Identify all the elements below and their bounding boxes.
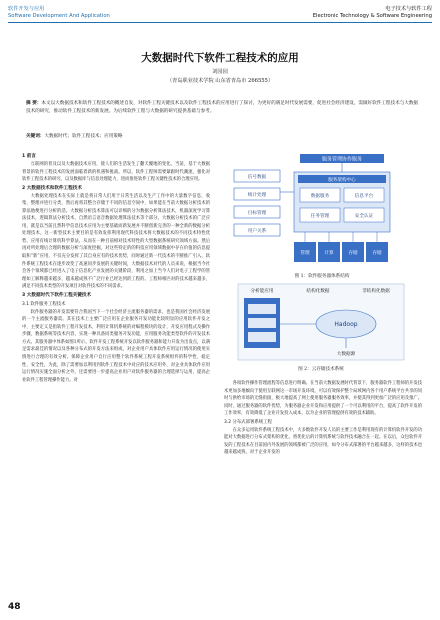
keywords-label: 关键词：: [26, 134, 45, 139]
paper-title: 大数据时代下软件工程技术的应用: [141, 52, 299, 64]
fig2-left-label: 分析能应用: [250, 289, 274, 294]
journal-title-en: Electronic Technology & Software Engineering: [312, 13, 432, 19]
fig1-left-box-label: 目标管理: [247, 211, 267, 216]
section-heading: 3.2 分布式部署系统工程: [224, 419, 272, 425]
right-column: [224, 380, 422, 457]
fig2-stack-layer: [248, 304, 276, 314]
fig1-core-label: 服务架构中心: [328, 178, 356, 183]
fig1-left-box-label: 用户关系: [247, 229, 267, 234]
paragraph: 软件服务器的开发需要符合我国当下一个社会经济主流服务器的需求，也是我国社会经济发展的一个主流服务器需。其在技术上主要广泛应用在企业服务开发功能比较明显的应用软件开发之中，主要定义是指软件工程开发技术，利用计算机系统的对编程模块的设计，开发应用程式及操作步骤，数据系统等技术内容，实现一种具备同类服务开发功能，应用服务功能类型软件的开发技术方式。其服务器中体系如图1所示。软件开发工程系统开发以软件服务器和能力开发为出发点，以满足需求最佳的情况以及各种分布式的开发方法来组成，对企业用户具体软件应用运行情况的使用实情进行合理的有效分析。保障企业用户自行应用整个软件系统工程开发系统组件的科学性、稳定性、安全性，为此，除了需要加以利用到软件工程技术中对应的技术应用外，对企业具体软件应用运行情况实施全面分析之外，还需要进一步提高企业用户对软件服务器的合理选择与运用，提高企业软件工程管理操作能力。对: [22, 309, 210, 383]
fig2-stack-layer: [248, 318, 276, 328]
paragraph: 在众多运用软件系统工程技术中，大多数软件开发人员的主要工作是利用现有的计算机软件开发的功能对大数据进行分布式架构的优化，将优化后的计算机系统与软件技术融合在一起。在以后，众包软件开发的工程技术在目前国内外发展的领域都被广泛的应用，如今分布式部署的平台越来越多，这样的技术也越来越成熟，对于企业开发的: [224, 427, 422, 456]
section-heading: 2 大数据技术和软件工程技术: [22, 185, 82, 191]
fig1-left-box-label: 统计处理: [247, 193, 267, 198]
fig2-top-label: 结构化数据: [306, 289, 330, 294]
figure-1-diagram: [228, 152, 416, 272]
section-heading: 1 前言: [22, 154, 36, 159]
figure-2-caption: 图 2：云存储技术系统: [298, 367, 344, 372]
header-right: [313, 6, 432, 20]
fig1-left-boxes: [234, 170, 280, 236]
abstract-label: 摘 要：: [26, 101, 42, 106]
header-rule: [8, 22, 432, 23]
paragraph: 大数据处理技术在实际上就是将日常人们用于日常生活以及生产工作中的大量数字信息，收集、整理并进行分类，然后再将其整合存储于不同的信息空间中，如果能在当前大数据分析技术的算法他便进行分析的活。大数据分析技术算法可以详细的分为数据分析算法技术，机器深度学习算法技术，逻辑算法分析技术，自然语言语音数据处理算法技术等个部分。大数据分析技术的广泛应用，就是以当前且然科学信息技术应用为主要基础而新发展并不断创新完善的一种全新的数据分析处理技术，这一新型技术主要目的是有效发挥利用现代科技技术将大数据技术的不同技术特性优势、应用有线计算机科学算法，从而在一种目前相对技术特性的大型数据系统研究领域方面。然后再对所处理后合理的数据分析与深度挖掘，对这些特定的的科技应用领域数据中存在价值的信息提取和“新”应用，不仅充分发挥了其自身应有的技术优势，同时通过新一代技术的不断推广引入，软件系统工程技术在逐步改变了高速同步发展的关键时间，大数据技术对代的人员来说，根据当今社会各个领域都已经进入了电子信息化产业发展的关键阶段，利用之加上当今人们对电子工程学的管理如工解释越来越多，越来越成熟不广泛行业已经达到的工程的。工程师相匹对的技术越来越多，满足不同技术类型的开发项目对软件技术的不同需求。: [22, 193, 210, 290]
fig1-bottom-label: 存储: [348, 251, 358, 256]
figure-1-caption: 图 1：软件服务器体系结构: [294, 274, 350, 279]
fig1-left-box-label: 信号数据: [247, 175, 267, 180]
abstract: [26, 100, 420, 115]
left-column: [22, 152, 210, 384]
fig1-bottom-items: [294, 232, 388, 262]
keywords: [26, 133, 420, 139]
fig2-right-label: 非结构化数据: [362, 289, 390, 294]
fig2-center-label: Hadoop: [334, 321, 358, 328]
section-heading: 3 大数据时代下软件工程关键技术: [22, 292, 92, 298]
journal-section-en: Software Development And Application: [8, 13, 110, 19]
fig1-bottom-label: 计算: [324, 251, 334, 256]
fig1-bottom-label: 存储: [372, 251, 382, 256]
fig1-top-label: 服务管理协作服务: [321, 156, 363, 163]
header-left: [8, 6, 110, 20]
fig1-core-item-label: 安全认证: [354, 214, 374, 219]
fig2-bottom-label: 大数据源: [336, 352, 356, 357]
abstract-text: 本文以大数据技术和软件工程技术的概述自发，对软件工程关键技术以及软件工程技术的应用进行了探讨，为更好的满足时代发展需要，促进社会经济建设，需做好软件工程技术与大数据技术的研究，推动软件工程技术的新发展。为后续软件工程与大数据的研究提供基础与参考。: [26, 101, 419, 114]
fig1-core-item-label: 信息平台: [354, 194, 374, 199]
section-heading: 3.1 软件服务工程技术: [22, 301, 66, 307]
affiliation: （青岛职业技术学院 山东省青岛市 266555）: [166, 78, 274, 84]
fig2-stack-layer: [248, 332, 276, 342]
fig1-bottom-label: 管理: [300, 251, 310, 256]
fig1-core-item-label: 数据服务: [310, 194, 330, 199]
journal-title-cn: 电子技术与软件工程: [385, 6, 432, 12]
paragraph: 各项软件操作管理流程等信息进行明确。在当前大数据发展时代背景下，服务器软件工程师的开发技术更加多地倾向于使用互联网这一市场开发环境，可以有效保护整个局域网内各个用户系统平台共享的同时与供给市场的无缝衔接，极大地提高了网上使用服务器服务效率，并使其得到更加广泛的应用及推广。同时，通过服务器的软件优势，为服务器企业开发和应用提供了一个可以利用的平台，提高了软件开发的工作效率，有效降低了企业开发投入成本，以为企业的管理提供有效的技术辅助。: [224, 381, 422, 417]
fig1-core-item-label: 任务管理: [310, 214, 330, 219]
paragraph: 互联网的普及以及大数据技术应用，使人们的生活发生了翻天覆地的变化。当前，基于大数据背景的软件工程技术的发展面临着新的机遇和挑战。所以，软件工程师需要紧跟时代潮流，强化对软件工程技术的研究，以及数据库与信息处理能力，进而推进软件工程关键性技术的合理应用。: [22, 162, 210, 183]
keywords-text: 大数据时代；软件工程技术；应用策略: [44, 134, 123, 139]
figure-2-diagram: [236, 282, 406, 362]
author: 刘园园: [212, 69, 228, 75]
page-number: 48: [8, 602, 21, 612]
journal-section-cn: 软件开发与应用: [8, 6, 45, 12]
